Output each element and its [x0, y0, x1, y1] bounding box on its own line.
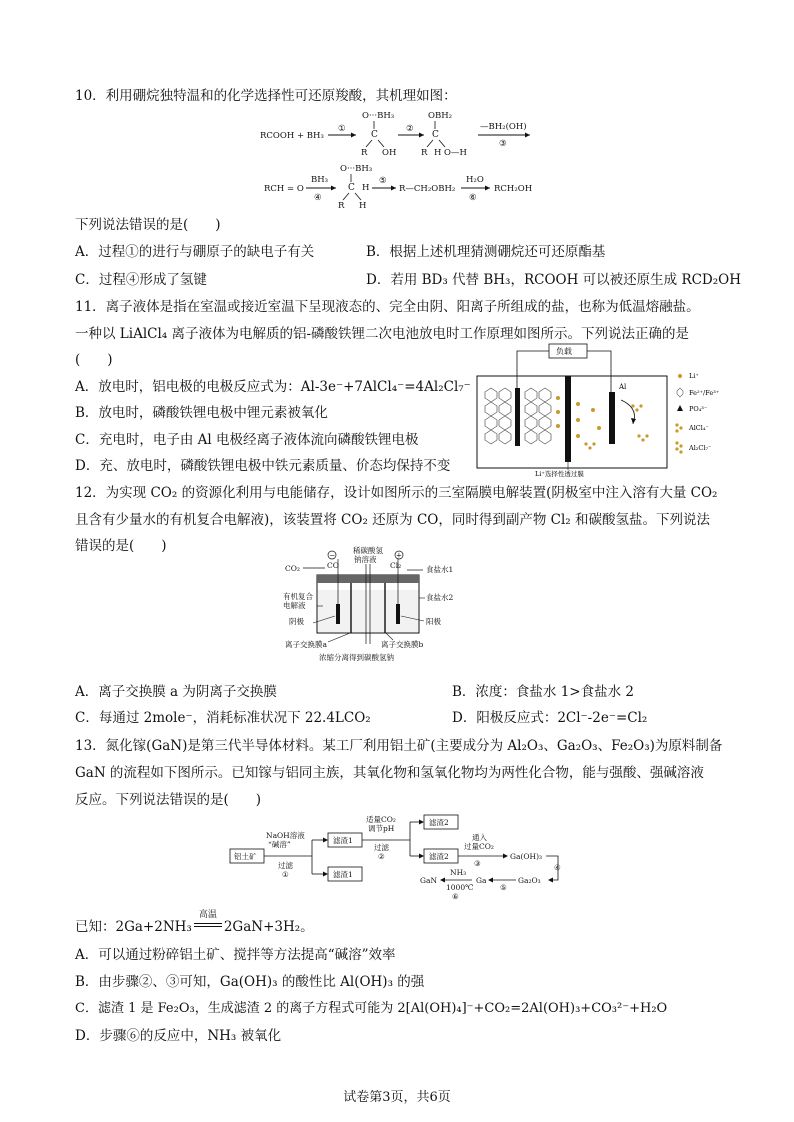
svg-text:C: C	[432, 130, 439, 140]
gaoh3-label: Ga(OH)₃	[510, 852, 543, 861]
q13-stem-3: 反应。下列说法错误的是( )	[75, 792, 262, 808]
mech-bh3: BH₃	[311, 175, 329, 185]
known-condition: 高温	[198, 910, 217, 920]
q12-stem-3: 错误的是( )	[75, 538, 167, 554]
legend-fe: Fe²⁺/Fe³⁺	[689, 389, 720, 397]
battery-legend	[675, 372, 719, 454]
filter2-label: 过滤	[374, 843, 389, 852]
naoh-label: NaOH溶液	[266, 831, 305, 840]
mech-prod1: R—CH₂OBH₂	[399, 184, 456, 194]
q13-option-c[interactable]: C．滤渣 1 是 Fe₂O₃，生成滤渣 2 的离子方程式可能为 2[Al(OH)₄]⁻+CO₂=2Al(OH)₃+CO₃²⁻+H₂O	[75, 1001, 668, 1016]
co2-label: CO₂	[285, 564, 300, 573]
ga2o3-label: Ga₂O₃	[518, 876, 541, 885]
organic-label-1: 有机复合	[283, 592, 313, 601]
membrane-label: Li⁺选择性透过膜	[535, 470, 584, 478]
q10-stem: 10．利用硼烷独特温和的化学选择性可还原羧酸，其机理如图：	[75, 88, 457, 104]
q13-flowchart	[228, 812, 573, 906]
mech-rcho: RCH = O	[264, 184, 304, 194]
membrane-b-label: 离子交换膜b	[381, 640, 424, 649]
known-post: 2GaN+3H₂。	[223, 919, 314, 935]
ore-label: 铝土矿	[234, 852, 257, 861]
mech-r1: R	[361, 148, 368, 158]
step1-label: ①	[282, 870, 289, 879]
q10-option-c[interactable]: C．过程④形成了氢键	[75, 272, 207, 288]
q13-option-d[interactable]: D．步骤⑥的反应中，NH₃ 被氧化	[75, 1028, 282, 1044]
q10-option-b[interactable]: B．根据上述机理猜测硼烷还可还原酯基	[366, 244, 606, 260]
plus-terminal: +	[396, 551, 402, 560]
mech-minus-bh2oh: —BH₂(OH)	[480, 122, 527, 132]
q12-stem-1: 12．为实现 CO₂ 的资源化利用与电能储存，设计如图所示的三室隔膜电解装置(阴极室中注入溶有大量 CO₂	[75, 485, 718, 501]
li-ions	[556, 396, 601, 438]
mech-step-1: ①	[338, 124, 346, 134]
excess-co2-label: 过量CO₂	[464, 842, 494, 851]
q11-option-b[interactable]: B．放电时，磷酸铁锂电极中锂元素被氧化	[75, 405, 328, 421]
slag1-box-a: 滤渣1	[333, 836, 353, 845]
step2-label: ②	[378, 852, 385, 861]
q12-option-a[interactable]: A．离子交换膜 a 为阴离子交换膜	[75, 684, 277, 700]
mech-step-3: ③	[499, 139, 507, 149]
mech-prod2: RCH₂OH	[494, 184, 533, 194]
anode-label: 阳极	[426, 617, 441, 626]
load-label: 负载	[556, 347, 572, 356]
mid-top-2: 钠溶液	[354, 555, 377, 564]
q13-known	[75, 910, 314, 935]
mech-h2o: H₂O	[466, 175, 484, 185]
nh3-label: NH₃	[450, 868, 467, 877]
q11-option-c[interactable]: C．充电时，电子由 Al 电极经离子液体流向磷酸铁锂电极	[75, 432, 419, 448]
legend-al2cl7: Al₂Cl₇⁻	[689, 444, 712, 452]
q11-paren: ( )	[75, 352, 113, 368]
q13-stem-2: GaN 的流程如下图所示。已知镓与铝同主族，其氧化物和氢氧化物均为两性化合物，能与强酸、强碱溶液	[75, 765, 704, 781]
svg-text:C: C	[348, 183, 355, 193]
mech-oh2: O—H	[444, 148, 467, 158]
mech-step-5: ⑤	[379, 176, 387, 186]
step6-label: ⑥	[452, 892, 459, 901]
q12-option-c[interactable]: C．每通过 2mole⁻，消耗标准状况下 22.4LCO₂	[75, 710, 371, 726]
q10-option-d[interactable]: D．若用 BD₃ 代替 BH₃，RCOOH 可以被还原生成 RCD₂OH	[366, 272, 742, 288]
slag2-box-b: 滤渣2	[429, 852, 449, 861]
mech-h2: H	[359, 201, 367, 210]
q10-option-a[interactable]: A．过程①的进行与硼原子的缺电子有关	[75, 244, 315, 260]
q13-option-b[interactable]: B．由步骤②、③可知，Ga(OH)₃ 的酸性比 Al(OH)₃ 的强	[75, 974, 425, 990]
q12-option-d[interactable]: D．阳极反应式：2Cl⁻-2e⁻=Cl₂	[452, 710, 648, 726]
legend-li: Li⁺	[689, 372, 699, 380]
gan-label: GaN	[420, 876, 438, 885]
ph-label: 调节pH	[368, 824, 395, 833]
membrane-a-label: 离子交换膜a	[285, 640, 327, 649]
slag1-box-b: 滤渣1	[333, 870, 353, 879]
q12-electrolysis-figure	[283, 546, 508, 666]
al-label: Al	[619, 383, 627, 391]
q11-option-d[interactable]: D．充、放电时，磷酸铁锂电极中铁元素质量、价态均保持不变	[75, 458, 451, 474]
alkali-label: “碱溶”	[268, 840, 291, 849]
bottom-label: 浓缩分离得到碳酸氢钠	[319, 653, 394, 662]
mech-bh3-complex-2: O···BH₃	[340, 164, 373, 174]
brine1-label: 食盐水1	[426, 565, 454, 574]
known-pre: 已知：2Ga+2NH₃	[75, 919, 192, 935]
co2-fit-label: 适量CO₂	[366, 815, 396, 824]
q10-question: 下列说法错误的是( )	[75, 217, 221, 233]
filter1-label: 过滤	[278, 861, 293, 870]
brine2-label: 食盐水2	[426, 593, 454, 602]
mech-h3: H	[362, 183, 370, 193]
q10-mechanism-figure	[258, 106, 548, 210]
mid-top-1: 稀碳酸氢	[353, 546, 383, 555]
q13-option-a[interactable]: A．可以通过粉碎铝土矿、搅拌等方法提高“碱溶”效率	[75, 947, 396, 963]
q13-stem-1: 13．氮化镓(GaN)是第三代半导体材料。某工厂利用铝土矿(主要成分为 Al₂O₃、Ga₂O₃、Fe₂O₃)为原料制备	[75, 738, 723, 754]
mech-step-6: ⑥	[469, 193, 477, 203]
q11-option-a[interactable]: A．放电时，铝电极的电极反应式为：Al-3e⁻+7AlCl₄⁻=4Al₂Cl₇⁻	[75, 379, 471, 395]
page-footer: 试卷第3页，共6页	[343, 1090, 451, 1105]
slag2-box-a: 滤渣2	[429, 818, 449, 827]
svg-text:C: C	[371, 130, 378, 140]
step5-label: ⑤	[500, 883, 507, 892]
q12-stem-2: 且含有少量水的有机复合电解液)，该装置将 CO₂ 还原为 CO，同时得到副产物 Cl₂ 和碳酸氢盐。下列说法	[75, 512, 710, 528]
cathode-label: 阴极	[289, 617, 304, 626]
q12-option-b[interactable]: B．浓度：食盐水 1>食盐水 2	[452, 684, 634, 700]
pass-label: 通入	[472, 833, 487, 842]
mech-obh2: OBH₂	[428, 111, 453, 121]
temp-label: 1000℃	[446, 883, 474, 892]
mech-bh3-complex: O···BH₃	[362, 111, 395, 121]
mech-step-2: ②	[406, 124, 414, 134]
step3-label: ③	[474, 859, 481, 868]
equal-sign-with-condition	[192, 910, 224, 927]
legend-alcl4: AlCl₄⁻	[689, 424, 709, 432]
mech-step-4: ④	[314, 193, 322, 203]
q11-battery-figure	[473, 340, 723, 480]
minus-terminal: −	[329, 551, 336, 560]
q11-stem-2: 一种以 LiAlCl₄ 离子液体为电解质的铝-磷酸铁锂二次电池放电时工作原理如图所示。下列说法正确的是	[75, 326, 690, 342]
legend-po4: PO₄³⁻	[689, 405, 708, 413]
step4-label: ④	[554, 863, 561, 872]
ga-label: Ga	[476, 876, 487, 885]
mech-h1: H	[434, 148, 442, 158]
organic-label-2: 电解液	[283, 601, 306, 610]
q11-stem-1: 11．离子液体是指在室温或接近室温下呈现液态的、完全由阴、阳离子所组成的盐，也称为低温熔融盐。	[75, 299, 700, 315]
mech-reactant: RCOOH + BH₃	[260, 131, 324, 141]
co-label: CO	[327, 561, 339, 570]
mech-r3: R	[338, 201, 345, 210]
cl2-label: Cl₂	[390, 561, 402, 570]
mech-r2: R	[421, 148, 428, 158]
mech-oh: OH	[382, 148, 397, 158]
